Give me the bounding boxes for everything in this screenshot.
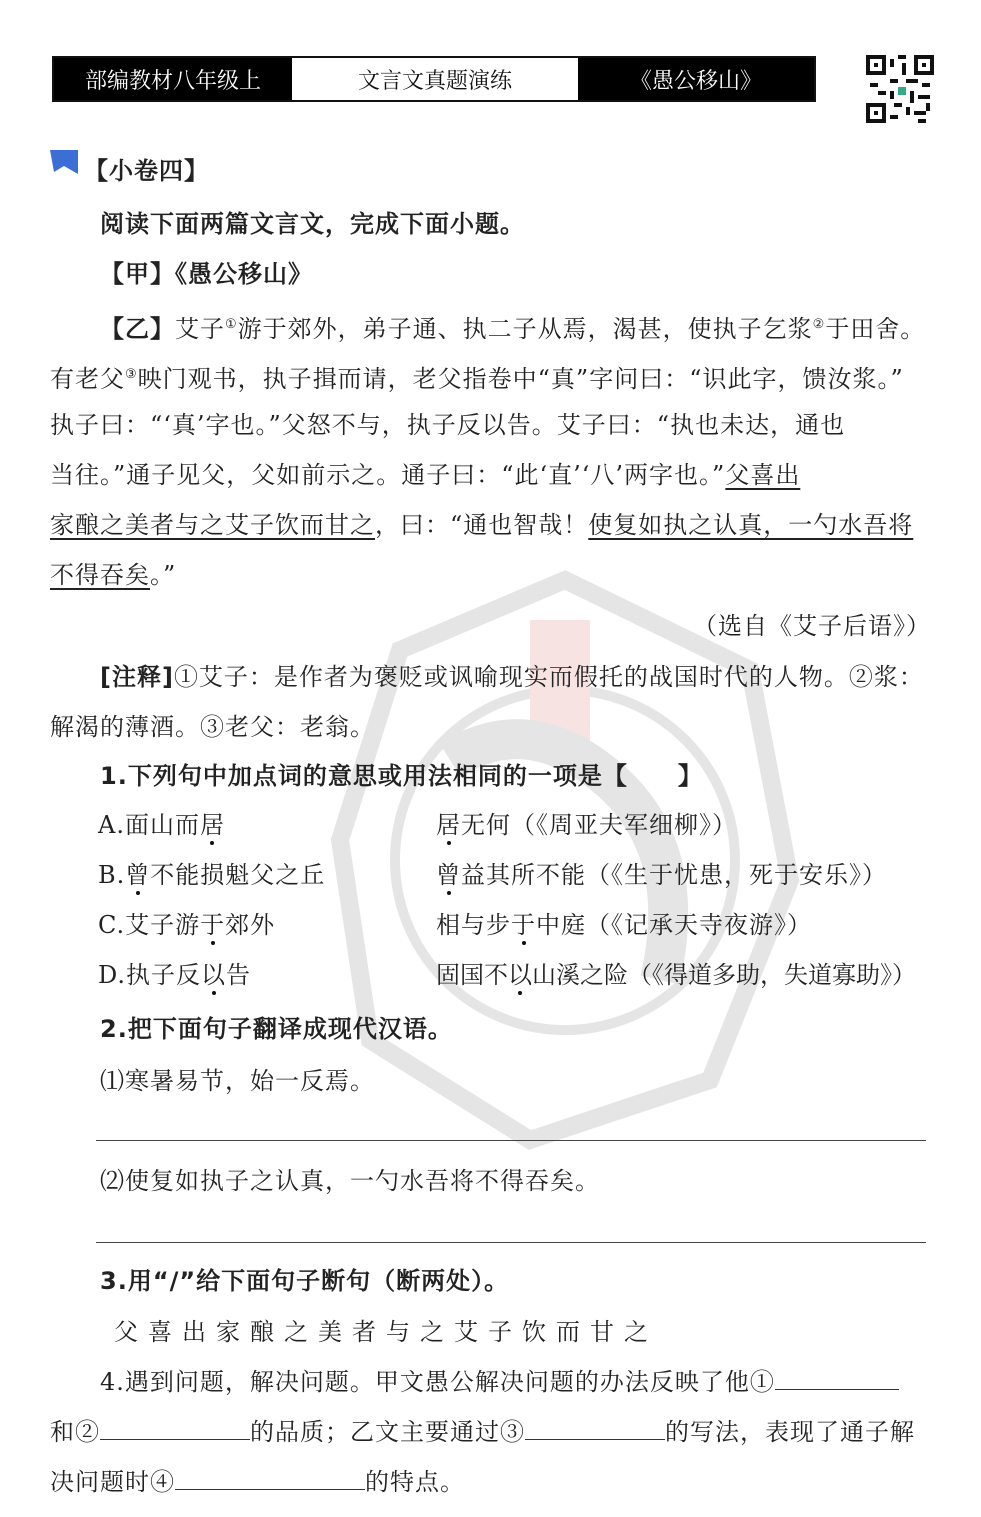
underlined-sentence: 不得吞矣 (50, 561, 150, 589)
notes-line-1: [注释]①艾子：是作者为褒贬或讽喻现实而假托的战国时代的人物。②浆： (100, 663, 924, 691)
question-3-stem: 3.用“/”给下面句子断句（断两处）。 (100, 1267, 510, 1295)
text-b-label: 【乙】 (100, 315, 175, 343)
blank-2[interactable] (100, 1417, 250, 1440)
question-2-sentence-2: ⑵使复如执子之认真，一勺水吾将不得吞矣。 (100, 1167, 600, 1195)
underlined-sentence: 父喜出 (725, 461, 801, 489)
passage-line-4: 当往。”通子见父，父如前示之。通子曰：“此‘直’‘八’两字也。”父喜出 (50, 461, 801, 489)
underlined-sentence: 家酿之美者与之艾子饮而甘之 (50, 511, 375, 539)
option-b-right: 曾益其所不能（《生于忧患，死于安乐》） (436, 861, 887, 889)
header-title: 《愚公移山》 (578, 58, 814, 100)
bookmark-icon (48, 148, 80, 176)
underlined-sentence: 使复如执之认真，一勺水吾将 (588, 511, 914, 539)
qr-code-icon (866, 55, 934, 123)
option-c-right: 相与步于中庭（《记承天寺夜游》） (436, 911, 812, 939)
passage-line-2: 有老父③映门观书，执子揖而请，老父指卷中“真”字问曰：“识此字，馈汝浆。” (50, 365, 904, 393)
text-a-title: 【甲】《愚公移山》 (100, 260, 313, 288)
blank-3[interactable] (525, 1417, 665, 1440)
option-c-left[interactable]: C.艾子游于郊外 (98, 911, 276, 939)
passage-line-1: 【乙】艾子①游于郊外，弟子通、执二子从焉，渴甚，使执子乞浆②于田舍。 (100, 315, 926, 343)
passage-line-3: 执子曰：“‘真’字也。”父怒不与，执子反以告。艾子曰：“执也未达，通也 (50, 411, 846, 439)
passage-line-5: 家酿之美者与之艾子饮而甘之，曰：“通也智哉！使复如执之认真，一勺水吾将 (50, 511, 914, 539)
answer-line-1[interactable] (96, 1140, 926, 1141)
header-bar (52, 56, 816, 102)
option-a-right: 居无何（《周亚夫军细柳》） (436, 811, 737, 839)
option-b-left[interactable]: B.曾不能损魁父之丘 (98, 861, 326, 889)
notes-label: [注释] (100, 663, 174, 691)
blank-1[interactable] (775, 1367, 899, 1390)
header-grade: 部编教材八年级上 (54, 58, 292, 100)
question-2-sentence-1: ⑴寒暑易节，始一反焉。 (100, 1067, 375, 1095)
blank-4[interactable] (175, 1467, 365, 1490)
question-4-line-3: 决问题时④ 的特点。 (50, 1468, 465, 1496)
passage-source: （选自《艾子后语》） (693, 612, 931, 640)
question-4-line-1: 4.遇到问题，解决问题。甲文愚公解决问题的办法反映了他① (100, 1367, 981, 1397)
instruction: 阅读下面两篇文言文，完成下面小题。 (100, 210, 525, 238)
option-d-left[interactable]: D.执子反以告 (98, 961, 252, 989)
section-title: 【小卷四】 (84, 157, 209, 185)
option-a-left[interactable]: A.面山而居 (98, 811, 225, 839)
passage-line-6: 不得吞矣。” (50, 561, 177, 589)
notes-line-2: 解渴的薄酒。③老父：老翁。 (50, 713, 375, 741)
question-2-stem: 2.把下面句子翻译成现代汉语。 (100, 1015, 453, 1043)
header-topic: 文言文真题演练 (292, 58, 578, 100)
answer-line-2[interactable] (96, 1242, 926, 1243)
option-d-right: 固国不以山溪之险（《得道多助，失道寡助》） (436, 961, 916, 989)
question-3-sentence: 父喜出家酿之美者与之艾子饮而甘之 (114, 1318, 658, 1346)
question-1-stem: 1.下列句中加点词的意思或用法相同的一项是【 】 (100, 762, 703, 790)
question-4-line-2: 和② 的品质；乙文主要通过③ 的写法，表现了通子解 (50, 1418, 915, 1446)
